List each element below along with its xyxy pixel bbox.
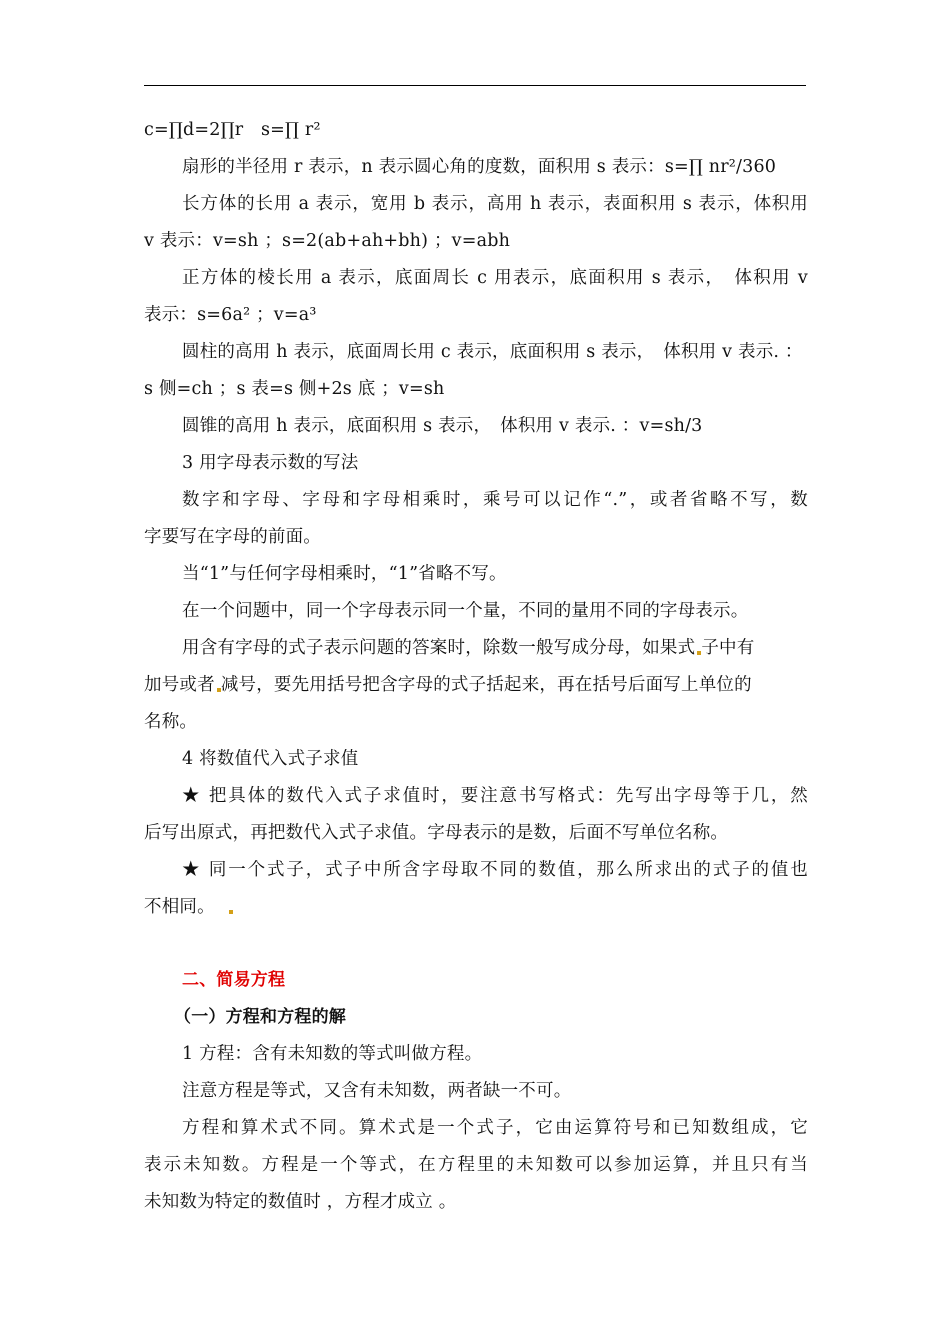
text-line	[144, 889, 808, 926]
text-line: 数字和字母、字母和字母相乘时，乘号可以记作“.”，或者省略不写，数	[182, 490, 808, 510]
section-heading: （一）方程和方程的解	[174, 1007, 346, 1027]
text-line: ★ 把具体的数代入式子求值时，要注意书写格式：先写出字母等于几，然	[182, 786, 808, 806]
text-line: 当“1”与任何字母相乘时，“1”省略不写。	[182, 564, 507, 584]
section-subheading: 4 将数值代入式子求值	[182, 749, 359, 769]
section-subheading: 3 用字母表示数的写法	[182, 453, 359, 473]
text-line: 在一个问题中，同一个字母表示同一个量，不同的量用不同的字母表示。	[182, 601, 749, 621]
text-line: 圆柱的高用 h 表示，底面周长用 c 表示，底面积用 s 表示， 体积用 v 表示. ：	[182, 342, 803, 362]
text-segment: 不相同。	[144, 897, 215, 917]
text-line: 未知数为特定的数值时 ，方程才成立 。	[144, 1192, 457, 1212]
text-line: 后写出原式，再把数代入式子求值。字母表示的是数，后面不写单位名称。	[144, 823, 729, 843]
section-gap	[144, 926, 808, 962]
text-segment: 减号，要先用括号把含字母的式子括起来，再在括号后面写上单位的	[220, 675, 752, 695]
text-line: 1 方程：含有未知数的等式叫做方程。	[182, 1044, 483, 1064]
text-line	[144, 630, 808, 667]
text-line: 表示未知数。方程是一个等式，在方程里的未知数可以参加运算，并且只有当	[144, 1155, 808, 1175]
text-line	[144, 667, 808, 704]
text-line: 扇形的半径用 r 表示，n 表示圆心角的度数，面积用 s 表示：s=∏ nr²/360	[182, 157, 777, 177]
text-line: v 表示：v=sh ；s=2(ab+ah+bh) ；v=abh	[144, 231, 511, 251]
text-segment: 子中有	[701, 638, 755, 658]
document-body	[144, 112, 808, 1221]
text-line: s 侧=ch ；s 表=s 侧+2s 底 ；v=sh	[144, 379, 445, 399]
text-line: 正方体的棱长用 a 表示，底面周长 c 用表示，底面积用 s 表示， 体积用 v	[182, 268, 808, 288]
text-line: 名称。	[144, 712, 198, 732]
header-rule	[144, 85, 806, 86]
chapter-heading: 二、简易方程	[182, 970, 286, 990]
text-line: 表示：s=6a² ；v=a³	[144, 305, 317, 325]
text-line: 圆锥的高用 h 表示，底面积用 s 表示， 体积用 v 表示. ：v=sh/3	[182, 416, 703, 436]
text-line: 长方体的长用 a 表示，宽用 b 表示，高用 h 表示，表面积用 s 表示，体积用	[182, 194, 808, 214]
decorative-dot-icon	[229, 910, 233, 914]
text-line: ★ 同一个式子，式子中所含字母取不同的数值，那么所求出的式子的值也	[182, 860, 808, 880]
text-line: 注意方程是等式，又含有未知数，两者缺一不可。	[182, 1081, 572, 1101]
text-line: 方程和算术式不同。算术式是一个式子，它由运算符号和已知数组成，它	[182, 1118, 808, 1138]
text-line: 字要写在字母的前面。	[144, 527, 321, 547]
text-segment: 加号或者	[144, 675, 215, 695]
text-line: c=∏d=2∏r s=∏ r²	[144, 120, 321, 140]
text-segment: 用含有字母的式子表示问题的答案时，除数一般写成分母，如果式	[182, 638, 696, 658]
